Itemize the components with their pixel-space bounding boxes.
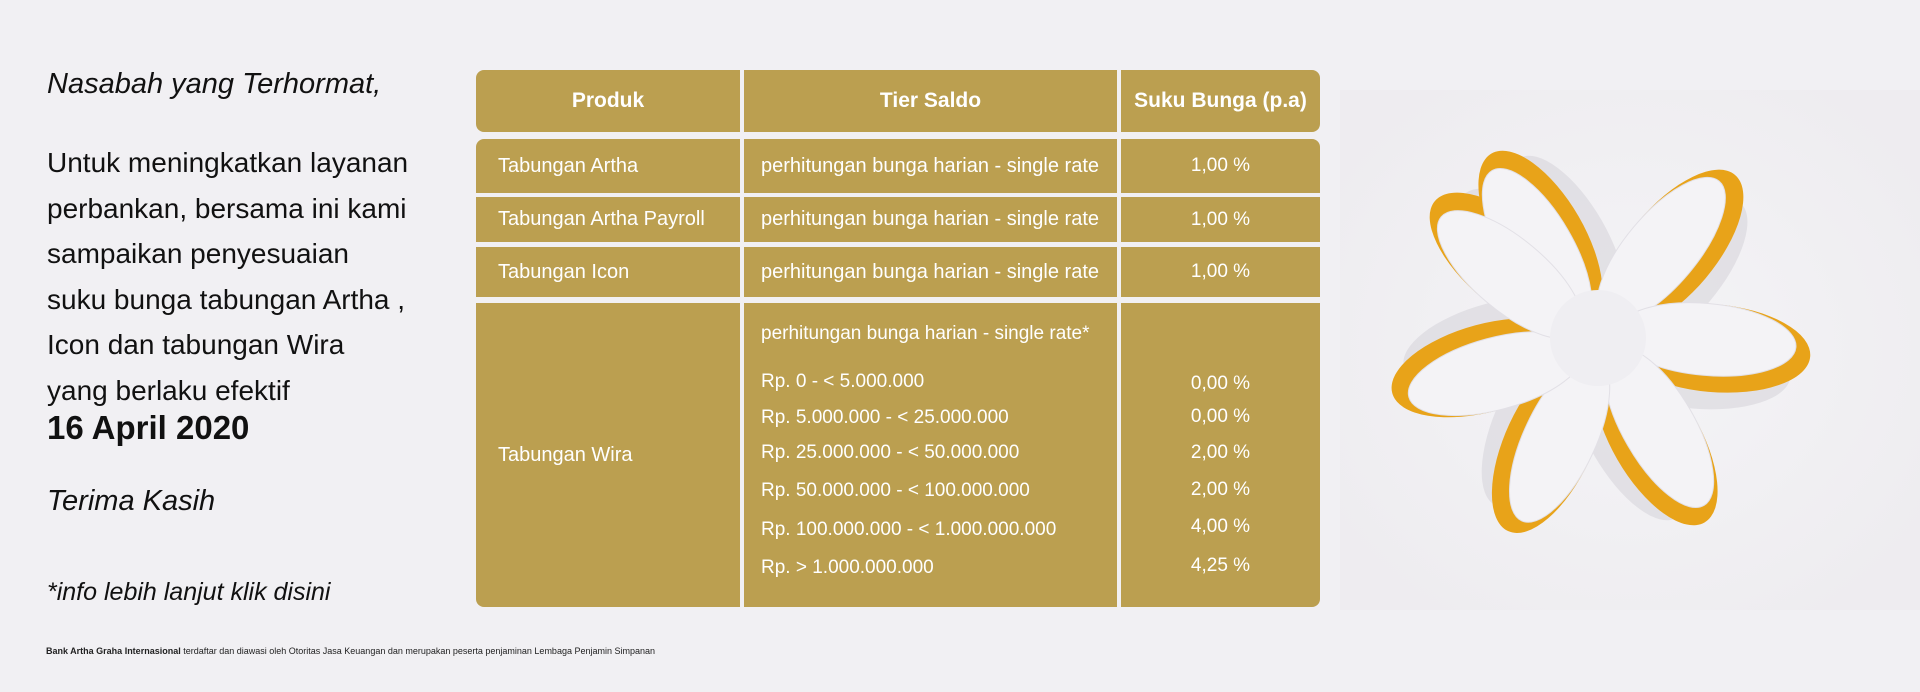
greeting: Nasabah yang Terhormat, (47, 68, 382, 100)
header-tier-saldo: Tier Saldo (744, 70, 1117, 132)
wira-tier-range: Rp. 50.000.000 - < 100.000.000 (761, 480, 1030, 501)
body-line: yang berlaku efektif (47, 374, 290, 406)
tier-cell-wira (744, 303, 1117, 607)
tier-cell: perhitungan bunga harian - single rate (744, 139, 1117, 193)
wira-rate: 4,00 % (1190, 516, 1251, 537)
product-cell: Tabungan Artha (476, 139, 740, 193)
body-line: perbankan, bersama ini kami (47, 192, 407, 224)
wira-tier-range: Rp. > 1.000.000.000 (761, 557, 934, 578)
wira-rate: 0,00 % (1190, 406, 1251, 427)
wira-tier-range: Rp. 5.000.000 - < 25.000.000 (761, 407, 1009, 428)
effective-date: 16 April 2020 (47, 409, 250, 446)
footer-bank-name: Bank Artha Graha Internasional (46, 646, 181, 656)
tier-cell: perhitungan bunga harian - single rate (744, 247, 1117, 297)
tier-cell: perhitungan bunga harian - single rate (744, 197, 1117, 242)
body-line: sampaikan penyesuaian (47, 238, 349, 269)
wira-rate: 2,00 % (1190, 479, 1251, 500)
wira-tier-range: Rp. 0 - < 5.000.000 (761, 371, 925, 392)
rate-cell: 1,00 % (1121, 247, 1320, 297)
product-cell: Tabungan Artha Payroll (476, 197, 740, 242)
body-line: Icon dan tabungan Wira (47, 329, 345, 360)
wira-rate: 2,00 % (1190, 442, 1251, 463)
body-line: suku bunga tabungan Artha , (47, 283, 406, 315)
product-cell: Tabungan Icon (476, 247, 740, 297)
announcement-body (47, 140, 408, 413)
wira-tier-range: Rp. 100.000.000 - < 1.000.000.000 (761, 519, 1057, 540)
product-cell-wira: Tabungan Wira (476, 303, 740, 607)
info-link[interactable]: *info lebih lanjut klik disini (47, 578, 331, 606)
footer-disclaimer (46, 646, 655, 656)
body-line: Untuk meningkatkan layanan (47, 147, 409, 178)
header-suku-bunga: Suku Bunga (p.a) (1121, 70, 1320, 132)
rate-cell: 1,00 % (1121, 197, 1320, 242)
wira-rate: 0,00 % (1190, 373, 1251, 394)
rate-cell: 1,00 % (1121, 139, 1320, 193)
rate-cell-wira (1121, 303, 1320, 607)
wira-tier-range: Rp. 25.000.000 - < 50.000.000 (761, 442, 1020, 463)
interest-rate-table (476, 70, 1320, 607)
closing-thanks: Terima Kasih (47, 485, 216, 517)
header-produk: Produk (476, 70, 740, 132)
wira-tier-heading: perhitungan bunga harian - single rate* (761, 323, 1090, 344)
paper-flower-illustration (1340, 90, 1920, 610)
wira-rate: 4,25 % (1190, 555, 1251, 576)
footer-text: terdaftar dan diawasi oleh Otoritas Jasa Keuangan dan merupakan peserta penjaminan Lembaga Penjamin Simpanan (180, 646, 656, 656)
